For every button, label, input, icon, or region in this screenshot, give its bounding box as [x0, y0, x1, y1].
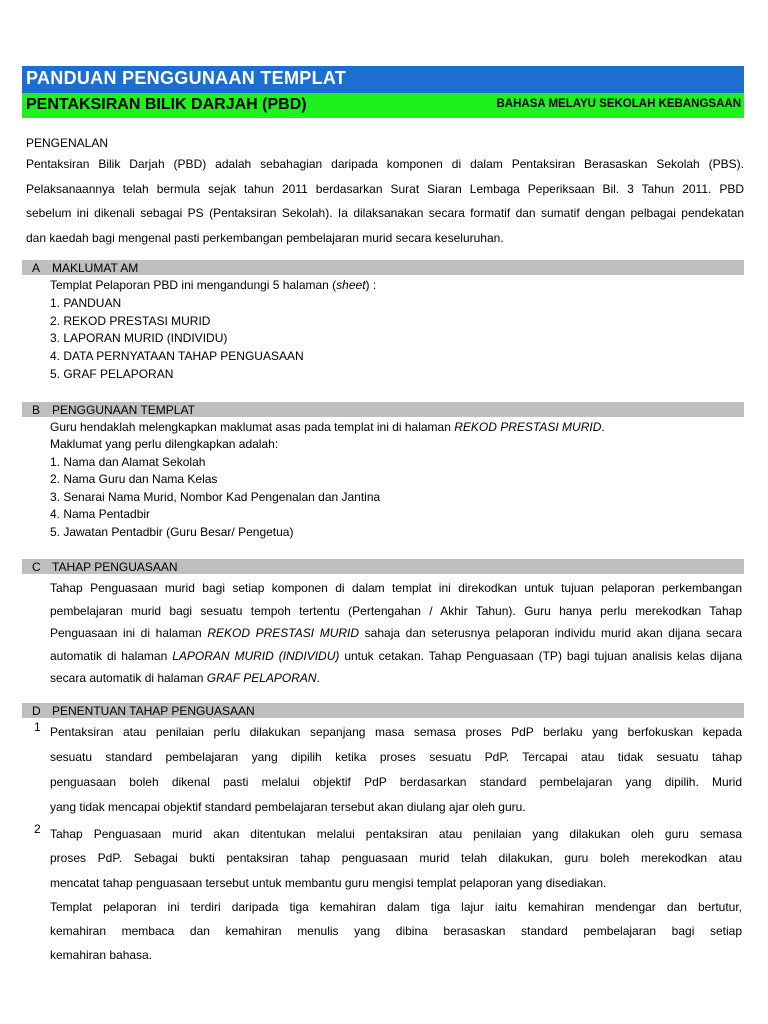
section-letter: B — [32, 403, 41, 417]
section-a-intro: Templat Pelaporan PBD ini mengandungi 5 halaman (sheet) : — [50, 278, 377, 292]
paragraph-line: Templat pelaporan ini terdiri daripada tiga kemahiran dalam tiga lajur iaitu kemahiran mendengar dan bertutur, — [50, 899, 742, 914]
paragraph-line: automatik di halaman LAPORAN MURID (INDIVIDU) untuk cetakan. Tahap Penguasaan (TP) bagi tujuan analisis kelas dijana — [50, 648, 743, 663]
list-item: 3. Senarai Nama Murid, Nombor Kad Pengenalan dan Jantina — [50, 490, 381, 504]
section-a-bar — [22, 260, 744, 275]
list-item: 1. PANDUAN — [50, 296, 122, 310]
intro-line: dan kaedah bagi mengenal pasti perkembangan pembelajaran murid secara keseluruhan. — [26, 230, 504, 245]
section-c-paragraph — [50, 577, 742, 690]
paragraph-line: mencatat tahap penguasaan tersebut untuk membantu guru mengisi templat pelaporan yang disediakan. — [50, 875, 607, 890]
section-title: PENENTUAN TAHAP PENGUASAAN — [52, 704, 255, 718]
document-title: PANDUAN PENGGUNAAN TEMPLAT — [26, 68, 347, 88]
list-item: 4. DATA PERNYATAAN TAHAP PENGUASAAN — [50, 349, 304, 363]
paragraph-line: pembelajaran murid bagi sesuatu tempoh tertentu (Pertengahan / Akhir Tahun). Guru hanya perlu merekodkan Tahap — [50, 603, 742, 618]
item-number: 1 — [34, 720, 41, 734]
intro-paragraph — [26, 152, 744, 250]
intro-line: Pentaksiran Bilik Darjah (PBD) adalah sebahagian daripada komponen di dalam Pentaksiran Berasaskan Sekolah (PBS). — [26, 157, 744, 171]
list-item: 2. Nama Guru dan Nama Kelas — [50, 472, 218, 486]
section-letter: C — [32, 560, 41, 574]
list-item: 1. Nama dan Alamat Sekolah — [50, 455, 206, 469]
section-b-bar — [22, 402, 744, 417]
paragraph-line: yang tidak mencapai objektif standard pembelajaran tersebut akan diulang ajar oleh guru. — [50, 800, 526, 814]
list-item: 3. LAPORAN MURID (INDIVIDU) — [50, 331, 228, 345]
section-b-line: Maklumat yang perlu dilengkapkan adalah: — [50, 437, 279, 451]
section-c-bar — [22, 559, 744, 574]
paragraph-line: penguasaan boleh dikenal pasti melalui objektif PdP berdasarkan standard pembelajaran yang dipilih. Murid — [50, 775, 742, 789]
item-number: 2 — [34, 822, 41, 836]
list-item: 4. Nama Pentadbir — [50, 507, 151, 521]
paragraph-line: kemahiran membaca dan kemahiran menulis yang dibina berasaskan standard pembelajaran bagi setiap — [50, 924, 742, 939]
subtitle-bar — [22, 93, 744, 118]
intro-heading: PENGENALAN — [26, 136, 109, 150]
section-d-item-2 — [50, 822, 742, 968]
subject-label: BAHASA MELAYU SEKOLAH KEBANGSAAN — [496, 98, 741, 110]
section-d-item-1 — [50, 720, 742, 820]
paragraph-line: Penguasaan ini di halaman REKOD PRESTASI MURID sahaja dan seterusnya pelaporan individu murid akan dijana secara — [50, 626, 742, 640]
list-item: 2. REKOD PRESTASI MURID — [50, 314, 211, 328]
paragraph-line: proses PdP. Sebagai bukti pentaksiran tahap penguasaan murid telah dilakukan, guru boleh merekodkan atau — [50, 851, 742, 866]
paragraph-line: Pentaksiran atau penilaian perlu dilakukan sepanjang masa semasa proses PdP berlaku yang berfokuskan kepada — [50, 725, 742, 739]
section-b-line: Guru hendaklah melengkapkan maklumat asas pada templat ini di halaman REKOD PRESTASI MURID. — [50, 420, 605, 434]
intro-line: Pelaksanaannya telah bermula sejak tahun 2011 berdasarkan Surat Siaran Lembaga Peperiksaan Bil. 3 Tahun 2011. PBD — [26, 181, 744, 196]
list-item: 5. Jawatan Pentadbir (Guru Besar/ Pengetua) — [50, 525, 294, 539]
paragraph-line: Tahap Penguasaan murid akan ditentukan melalui pentaksiran atau penilaian yang dilakukan oleh guru semasa — [50, 827, 742, 841]
section-letter: D — [32, 704, 41, 718]
section-title: TAHAP PENGUASAAN — [52, 560, 178, 574]
section-title: MAKLUMAT AM — [52, 261, 139, 275]
section-title: PENGGUNAAN TEMPLAT — [52, 403, 195, 417]
section-d-bar — [22, 703, 744, 718]
list-item: 5. GRAF PELAPORAN — [50, 367, 174, 381]
paragraph-line: sesuatu standard pembelajaran yang dipilih ketika proses sesuatu PdP. Tercapai atau tidak sesuatu tahap — [50, 750, 742, 764]
paragraph-line: secara automatik di halaman GRAF PELAPORAN. — [50, 671, 320, 685]
title-bar — [22, 66, 744, 93]
intro-line: sebelum ini dikenali sebagai PS (Pentaksiran Sekolah). Ia dilaksanakan secara formatif dan sumatif dengan pelbagai pendekatan — [26, 206, 744, 220]
paragraph-line: kemahiran bahasa. — [50, 948, 153, 963]
document-subtitle: PENTAKSIRAN BILIK DARJAH (PBD) — [26, 96, 307, 113]
section-letter: A — [32, 261, 41, 275]
paragraph-line: Tahap Penguasaan murid bagi setiap komponen di dalam templat ini direkodkan untuk tujuan pelaporan perkembangan — [50, 581, 742, 595]
